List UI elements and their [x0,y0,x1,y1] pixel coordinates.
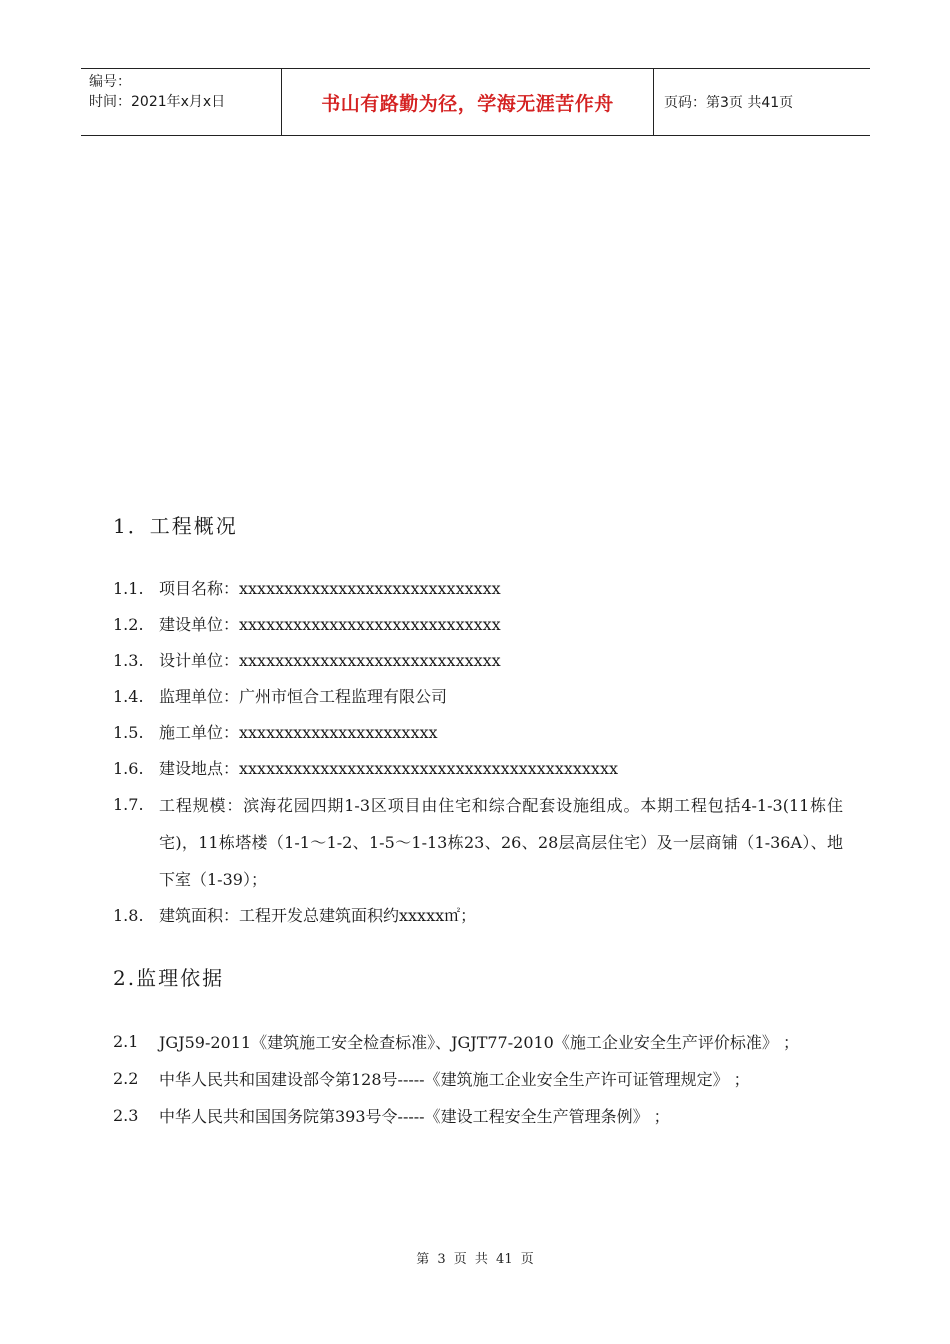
section-2-list [113,1024,843,1135]
item-number: 1.2. [113,615,144,634]
item-text: 施工单位：xxxxxxxxxxxxxxxxxxxxxx [159,723,438,742]
item-number: 1.5. [113,723,144,742]
list-item [113,643,843,679]
item-text: 建筑面积：工程开发总建筑面积约xxxxx㎡； [159,906,477,925]
list-item [113,898,843,934]
header-motto: 书山有路勤为径，学海无涯苦作舟 [282,69,654,135]
item-text: 设计单位：xxxxxxxxxxxxxxxxxxxxxxxxxxxxx [159,651,501,670]
item-text: 监理单位：广州市恒合工程监理有限公司 [159,687,448,706]
item-number: 1.6. [113,759,144,778]
item-number: 2.2 [113,1069,139,1088]
section-2-title: 2.监理依据 [113,966,225,990]
list-item [113,715,843,751]
header-page-info: 页码：第3页 共41页 [664,95,794,111]
section-1-title: 1．工程概况 [113,514,238,538]
list-item [113,1061,843,1098]
item-number: 1.8. [113,906,144,925]
serial-number-label: 编号： [89,74,131,90]
list-item [113,571,843,607]
item-number: 2.3 [113,1106,139,1125]
item-text: 中华人民共和国国务院第393号令-----《建设工程安全生产管理条例》 ； [159,1107,670,1126]
item-number: 1.1. [113,579,144,598]
page-header [81,68,870,136]
list-item [113,787,843,898]
item-text: 建设地点：xxxxxxxxxxxxxxxxxxxxxxxxxxxxxxxxxxxxxxxxxx [159,759,618,778]
date-label: 时间：2021年x月x日 [89,94,226,110]
header-meta [81,69,282,135]
list-item [113,1098,843,1135]
item-text: 项目名称：xxxxxxxxxxxxxxxxxxxxxxxxxxxxx [159,579,501,598]
list-item [113,607,843,643]
item-number: 1.7. [113,795,144,814]
item-number: 1.3. [113,651,144,670]
section-1-list [113,571,843,934]
item-number: 1.4. [113,687,144,706]
list-item [113,751,843,787]
item-number: 2.1 [113,1032,139,1051]
page-footer: 第 3 页 共 41 页 [416,1252,534,1267]
item-text: JGJ59-2011《建筑施工安全检查标准》、JGJT77-2010《施工企业安全生产评价标准》 ； [159,1033,799,1052]
item-text: 建设单位：xxxxxxxxxxxxxxxxxxxxxxxxxxxxx [159,615,501,634]
item-text: 工程规模：滨海花园四期1-3区项目由住宅和综合配套设施组成。本期工程包括4-1-3(11栋住宅)，11栋塔楼（1-1～1-2、1-5～1-13栋23、26、28层高层住宅）及一层商铺（1-36A）、地下室（1-39）； [159,796,843,889]
list-item [113,679,843,715]
item-text: 中华人民共和国建设部令第128号-----《建筑施工企业安全生产许可证管理规定》 ； [159,1070,750,1089]
list-item [113,1024,843,1061]
